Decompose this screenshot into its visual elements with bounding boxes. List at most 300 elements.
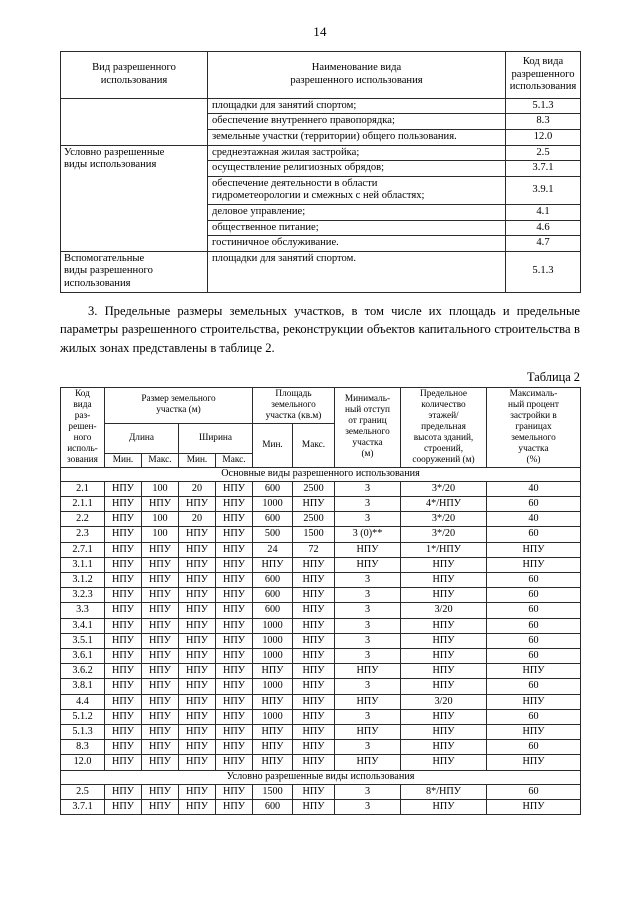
permitted-use-table	[60, 51, 581, 293]
row-length-max: НПУ	[142, 588, 179, 603]
row-width-max: НПУ	[216, 618, 253, 633]
header-code	[61, 387, 105, 467]
row-setback: 3	[335, 573, 401, 588]
row-area-max: НПУ	[293, 496, 335, 511]
row-length-max: 100	[142, 481, 179, 496]
row-length-min: НПУ	[105, 709, 142, 724]
row-length-min: НПУ	[105, 542, 142, 557]
row-length-min: НПУ	[105, 603, 142, 618]
table-row	[61, 649, 581, 664]
table-row	[61, 557, 581, 572]
header-plot-area	[253, 387, 335, 423]
header-width-min: Мин.	[179, 453, 216, 467]
row-length-max: НПУ	[142, 603, 179, 618]
header-plot-size-l2: участка (м)	[156, 405, 201, 416]
row-area-max: 1500	[293, 527, 335, 542]
section-title-main: Основные виды разрешенного использования	[61, 467, 581, 481]
paragraph-3: 3. Предельные размеры земельных участков, в том числе их площадь и предельные параметры разрешенного строительства, реконструкции объектов капитального строительства в жилых зонах представлены в таблице 2.	[60, 303, 580, 355]
row-floors: 3/20	[401, 603, 487, 618]
use-code: 2.5	[506, 145, 581, 161]
row-coverage: 60	[487, 633, 581, 648]
row-area-max: НПУ	[293, 588, 335, 603]
header-use-code	[506, 52, 581, 99]
table-row	[61, 755, 581, 770]
row-width-max: НПУ	[216, 740, 253, 755]
row-floors: 4*/НПУ	[401, 496, 487, 511]
group-label-auxiliary	[61, 251, 208, 292]
row-width-max: НПУ	[216, 603, 253, 618]
table-row	[61, 618, 581, 633]
row-setback: НПУ	[335, 755, 401, 770]
row-code: 3.8.1	[61, 679, 105, 694]
row-code: 3.6.2	[61, 664, 105, 679]
row-width-max: НПУ	[216, 588, 253, 603]
use-name: гостиничное обслуживание.	[208, 236, 506, 252]
use-name-line2: гидрометеорологии и смежных с ней областях;	[212, 190, 425, 202]
row-width-min: НПУ	[179, 603, 216, 618]
table-header-row	[61, 52, 581, 99]
row-floors: НПУ	[401, 664, 487, 679]
header-use-type	[61, 52, 208, 99]
table2-header-row-1	[61, 387, 581, 423]
row-setback: 3	[335, 496, 401, 511]
header-setback-l1: Минималь-	[344, 394, 391, 405]
row-width-min: НПУ	[179, 633, 216, 648]
row-width-max: НПУ	[216, 496, 253, 511]
row-width-max: НПУ	[216, 527, 253, 542]
row-coverage: 60	[487, 649, 581, 664]
table-row	[61, 542, 581, 557]
row-setback: 3 (0)**	[335, 527, 401, 542]
table-row	[61, 725, 581, 740]
header-use-code-line3: использования	[509, 81, 577, 93]
row-area-max: НПУ	[293, 740, 335, 755]
row-length-min: НПУ	[105, 557, 142, 572]
header-length-max: Макс.	[142, 453, 179, 467]
limits-table	[60, 387, 581, 815]
use-code: 12.0	[506, 129, 581, 145]
table2-section-row-main	[61, 467, 581, 481]
row-area-min: НПУ	[253, 725, 293, 740]
row-area-min: НПУ	[253, 755, 293, 770]
row-length-min: НПУ	[105, 799, 142, 814]
group-label-conditional-line2: виды использования	[64, 159, 157, 171]
row-area-min: НПУ	[253, 694, 293, 709]
table-2-caption: Таблица 2	[527, 369, 580, 384]
use-code: 4.7	[506, 236, 581, 252]
row-width-min: 20	[179, 481, 216, 496]
row-area-min: НПУ	[253, 740, 293, 755]
row-floors: НПУ	[401, 755, 487, 770]
row-area-min: 600	[253, 573, 293, 588]
row-floors: 3*/20	[401, 512, 487, 527]
table-row	[61, 145, 581, 161]
header-plot-size-l1: Размер земельного	[141, 394, 216, 405]
use-name: среднеэтажная жилая застройка;	[208, 145, 506, 161]
row-coverage: НПУ	[487, 694, 581, 709]
row-area-max: НПУ	[293, 618, 335, 633]
header-floors	[401, 387, 487, 467]
header-code-l5: ного	[73, 432, 92, 443]
row-coverage: 60	[487, 573, 581, 588]
row-length-min: НПУ	[105, 481, 142, 496]
row-area-min: 1000	[253, 679, 293, 694]
row-coverage: НПУ	[487, 542, 581, 557]
row-code: 2.1.1	[61, 496, 105, 511]
row-coverage: 60	[487, 603, 581, 618]
row-area-min: 1000	[253, 633, 293, 648]
row-coverage: НПУ	[487, 664, 581, 679]
row-area-min: 1000	[253, 496, 293, 511]
group-label-auxiliary-line3: использования	[64, 277, 131, 289]
header-code-l1: Код	[75, 388, 90, 399]
row-area-max: НПУ	[293, 557, 335, 572]
row-width-max: НПУ	[216, 481, 253, 496]
header-width-max: Макс.	[216, 453, 253, 467]
row-area-min: 1000	[253, 709, 293, 724]
row-width-min: НПУ	[179, 573, 216, 588]
table-row	[61, 496, 581, 511]
header-plot-size	[105, 387, 253, 423]
row-area-min: 600	[253, 481, 293, 496]
row-coverage: 60	[487, 740, 581, 755]
row-floors: НПУ	[401, 557, 487, 572]
row-code: 3.2.3	[61, 588, 105, 603]
row-length-max: НПУ	[142, 573, 179, 588]
row-width-max: НПУ	[216, 664, 253, 679]
row-length-max: НПУ	[142, 709, 179, 724]
row-floors: 1*/НПУ	[401, 542, 487, 557]
row-area-max: НПУ	[293, 784, 335, 799]
row-setback: 3	[335, 740, 401, 755]
row-length-min: НПУ	[105, 512, 142, 527]
header-area-min: Мин.	[253, 423, 293, 467]
row-length-max: НПУ	[142, 664, 179, 679]
row-length-max: НПУ	[142, 784, 179, 799]
header-width: Ширина	[179, 423, 253, 453]
row-floors: НПУ	[401, 618, 487, 633]
row-width-min: НПУ	[179, 784, 216, 799]
header-floors-l7: сооружений (м)	[412, 454, 475, 465]
header-setback-l6: (м)	[361, 449, 374, 460]
row-width-min: НПУ	[179, 709, 216, 724]
row-length-max: НПУ	[142, 633, 179, 648]
group-label-auxiliary-line2: виды разрешенного	[64, 265, 153, 277]
use-code: 4.6	[506, 220, 581, 236]
row-width-min: НПУ	[179, 740, 216, 755]
row-length-min: НПУ	[105, 664, 142, 679]
row-width-min: НПУ	[179, 496, 216, 511]
row-length-max: 100	[142, 512, 179, 527]
row-setback: 3	[335, 618, 401, 633]
table-row	[61, 664, 581, 679]
row-code: 4.4	[61, 694, 105, 709]
row-area-min: НПУ	[253, 557, 293, 572]
row-width-min: НПУ	[179, 755, 216, 770]
row-coverage: НПУ	[487, 557, 581, 572]
row-length-max: НПУ	[142, 496, 179, 511]
table-row	[61, 633, 581, 648]
use-code: 3.7.1	[506, 161, 581, 177]
header-setback-l2: ный отступ	[345, 405, 390, 416]
use-name: площадки для занятий спортом.	[208, 251, 506, 292]
row-length-max: НПУ	[142, 542, 179, 557]
row-setback: НПУ	[335, 557, 401, 572]
row-floors: НПУ	[401, 573, 487, 588]
row-length-min: НПУ	[105, 725, 142, 740]
row-area-max: НПУ	[293, 664, 335, 679]
row-length-max: НПУ	[142, 799, 179, 814]
use-name	[208, 176, 506, 204]
header-coverage-l4: границах	[515, 421, 552, 432]
header-coverage-l5: земельного	[511, 432, 556, 443]
row-setback: 3	[335, 633, 401, 648]
row-coverage: 60	[487, 496, 581, 511]
header-length: Длина	[105, 423, 179, 453]
header-area-max: Макс.	[293, 423, 335, 467]
header-floors-l6: строений,	[423, 443, 464, 454]
row-width-min: НПУ	[179, 679, 216, 694]
header-floors-l5: высота зданий,	[413, 432, 474, 443]
row-area-max: НПУ	[293, 649, 335, 664]
use-code: 8.3	[506, 114, 581, 130]
header-use-name-line1: Наименование вида	[311, 62, 402, 74]
row-coverage: 60	[487, 679, 581, 694]
row-length-min: НПУ	[105, 649, 142, 664]
header-code-l4: решен-	[68, 421, 97, 432]
row-length-min: НПУ	[105, 496, 142, 511]
row-area-min: 1000	[253, 649, 293, 664]
header-use-name-line2: разрешенного использования	[290, 74, 423, 86]
table-row	[61, 709, 581, 724]
row-area-min: 1500	[253, 784, 293, 799]
row-area-min: 600	[253, 512, 293, 527]
use-name-line1: обеспечение деятельности в области	[212, 177, 378, 189]
row-width-min: НПУ	[179, 664, 216, 679]
row-length-max: НПУ	[142, 725, 179, 740]
use-code: 5.1.3	[506, 251, 581, 292]
row-area-min: 600	[253, 603, 293, 618]
use-name: обеспечение внутреннего правопорядка;	[208, 114, 506, 130]
row-code: 12.0	[61, 755, 105, 770]
row-area-min: 600	[253, 799, 293, 814]
use-name: общественное питание;	[208, 220, 506, 236]
header-length-min: Мин.	[105, 453, 142, 467]
row-area-max: НПУ	[293, 633, 335, 648]
row-setback: 3	[335, 588, 401, 603]
header-code-l3: раз-	[74, 410, 91, 421]
row-floors: 3*/20	[401, 527, 487, 542]
header-plot-area-l3: участка (кв.м)	[265, 410, 322, 421]
row-length-min: НПУ	[105, 740, 142, 755]
row-area-max: НПУ	[293, 679, 335, 694]
row-floors: 3/20	[401, 694, 487, 709]
row-coverage: 60	[487, 588, 581, 603]
header-use-name	[208, 52, 506, 99]
header-setback-l4: земельного	[345, 427, 390, 438]
header-code-l7: зования	[67, 454, 98, 465]
row-length-min: НПУ	[105, 679, 142, 694]
table2-section-row-conditional	[61, 770, 581, 784]
use-name: деловое управление;	[208, 204, 506, 220]
row-coverage: 60	[487, 784, 581, 799]
row-width-max: НПУ	[216, 694, 253, 709]
row-area-min: НПУ	[253, 664, 293, 679]
row-coverage: 40	[487, 481, 581, 496]
row-coverage: НПУ	[487, 725, 581, 740]
page-number: 14	[313, 24, 327, 39]
table-row	[61, 98, 581, 114]
row-length-min: НПУ	[105, 784, 142, 799]
row-length-min: НПУ	[105, 527, 142, 542]
row-width-min: НПУ	[179, 649, 216, 664]
row-width-max: НПУ	[216, 633, 253, 648]
row-floors: НПУ	[401, 679, 487, 694]
row-code: 2.2	[61, 512, 105, 527]
row-setback: НПУ	[335, 664, 401, 679]
row-area-max: НПУ	[293, 573, 335, 588]
row-code: 3.1.1	[61, 557, 105, 572]
row-length-max: НПУ	[142, 694, 179, 709]
page-content	[60, 51, 580, 815]
row-width-min: НПУ	[179, 618, 216, 633]
header-use-type-line2: использования	[100, 74, 168, 86]
row-code: 8.3	[61, 740, 105, 755]
row-length-max: НПУ	[142, 755, 179, 770]
header-plot-area-l2: земельного	[271, 399, 316, 410]
header-coverage-l6: участка	[518, 443, 549, 454]
header-floors-l4: предельная	[421, 421, 466, 432]
row-length-max: НПУ	[142, 618, 179, 633]
row-code: 3.3	[61, 603, 105, 618]
row-code: 2.3	[61, 527, 105, 542]
header-code-l6: исполь-	[67, 443, 98, 454]
row-length-max: НПУ	[142, 557, 179, 572]
row-floors: НПУ	[401, 649, 487, 664]
table-row	[61, 784, 581, 799]
header-use-code-line1: Код вида	[522, 56, 564, 67]
row-floors: НПУ	[401, 633, 487, 648]
row-setback: 3	[335, 603, 401, 618]
row-width-max: НПУ	[216, 679, 253, 694]
row-coverage: 60	[487, 527, 581, 542]
row-code: 3.4.1	[61, 618, 105, 633]
row-setback: 3	[335, 649, 401, 664]
use-code: 5.1.3	[506, 98, 581, 114]
row-code: 2.1	[61, 481, 105, 496]
row-width-min: НПУ	[179, 542, 216, 557]
header-use-type-line1: Вид разрешенного	[92, 62, 176, 74]
row-length-min: НПУ	[105, 573, 142, 588]
row-setback: НПУ	[335, 725, 401, 740]
row-length-min: НПУ	[105, 755, 142, 770]
header-plot-area-l1: Площадь	[275, 388, 312, 399]
section-title-conditional: Условно разрешенные виды использования	[61, 770, 581, 784]
use-code: 4.1	[506, 204, 581, 220]
row-setback: 3	[335, 679, 401, 694]
row-floors: 3*/20	[401, 481, 487, 496]
table-row	[61, 527, 581, 542]
row-area-max: НПУ	[293, 799, 335, 814]
table-row	[61, 481, 581, 496]
header-coverage-l2: ный процент	[508, 399, 559, 410]
row-area-min: 500	[253, 527, 293, 542]
row-width-min: НПУ	[179, 725, 216, 740]
row-area-max: 72	[293, 542, 335, 557]
row-code: 5.1.2	[61, 709, 105, 724]
row-floors: 8*/НПУ	[401, 784, 487, 799]
row-code: 3.7.1	[61, 799, 105, 814]
row-setback: 3	[335, 709, 401, 724]
header-coverage-l1: Максималь-	[509, 388, 558, 399]
table-row	[61, 512, 581, 527]
row-width-max: НПУ	[216, 755, 253, 770]
table-row	[61, 694, 581, 709]
row-area-min: 1000	[253, 618, 293, 633]
row-width-max: НПУ	[216, 573, 253, 588]
row-coverage: 40	[487, 512, 581, 527]
use-code: 3.9.1	[506, 176, 581, 204]
row-width-max: НПУ	[216, 799, 253, 814]
row-setback: 3	[335, 784, 401, 799]
row-area-min: 600	[253, 588, 293, 603]
row-setback: НПУ	[335, 542, 401, 557]
row-area-max: НПУ	[293, 755, 335, 770]
row-area-max: НПУ	[293, 603, 335, 618]
row-length-max: 100	[142, 527, 179, 542]
use-name: осуществление религиозных обрядов;	[208, 161, 506, 177]
group-label-continued	[61, 98, 208, 145]
row-area-max: НПУ	[293, 694, 335, 709]
row-area-min: 24	[253, 542, 293, 557]
row-coverage: 60	[487, 618, 581, 633]
table-row	[61, 588, 581, 603]
row-code: 2.7.1	[61, 542, 105, 557]
header-coverage	[487, 387, 581, 467]
row-width-min: НПУ	[179, 694, 216, 709]
row-setback: 3	[335, 799, 401, 814]
use-name: площадки для занятий спортом;	[208, 98, 506, 114]
row-width-min: НПУ	[179, 799, 216, 814]
row-area-max: 2500	[293, 481, 335, 496]
header-setback-l5: участка	[352, 438, 383, 449]
row-code: 5.1.3	[61, 725, 105, 740]
row-width-min: 20	[179, 512, 216, 527]
use-name: земельные участки (территории) общего пользования.	[208, 129, 506, 145]
row-length-min: НПУ	[105, 694, 142, 709]
row-floors: НПУ	[401, 725, 487, 740]
row-coverage: НПУ	[487, 799, 581, 814]
header-use-code-line2: разрешенного	[511, 68, 575, 80]
row-setback: 3	[335, 481, 401, 496]
row-length-min: НПУ	[105, 633, 142, 648]
row-setback: НПУ	[335, 694, 401, 709]
table-row	[61, 603, 581, 618]
row-width-max: НПУ	[216, 725, 253, 740]
header-floors-l1: Предельное	[420, 388, 467, 399]
table-row	[61, 573, 581, 588]
row-area-max: НПУ	[293, 709, 335, 724]
row-length-min: НПУ	[105, 588, 142, 603]
row-coverage: 60	[487, 709, 581, 724]
header-setback	[335, 387, 401, 467]
row-length-max: НПУ	[142, 740, 179, 755]
header-coverage-l7: (%)	[526, 454, 541, 465]
header-floors-l2: количество	[421, 399, 466, 410]
header-setback-l3: от границ	[348, 416, 387, 427]
row-width-max: НПУ	[216, 784, 253, 799]
group-label-conditional-line1: Условно разрешенные	[64, 146, 165, 158]
